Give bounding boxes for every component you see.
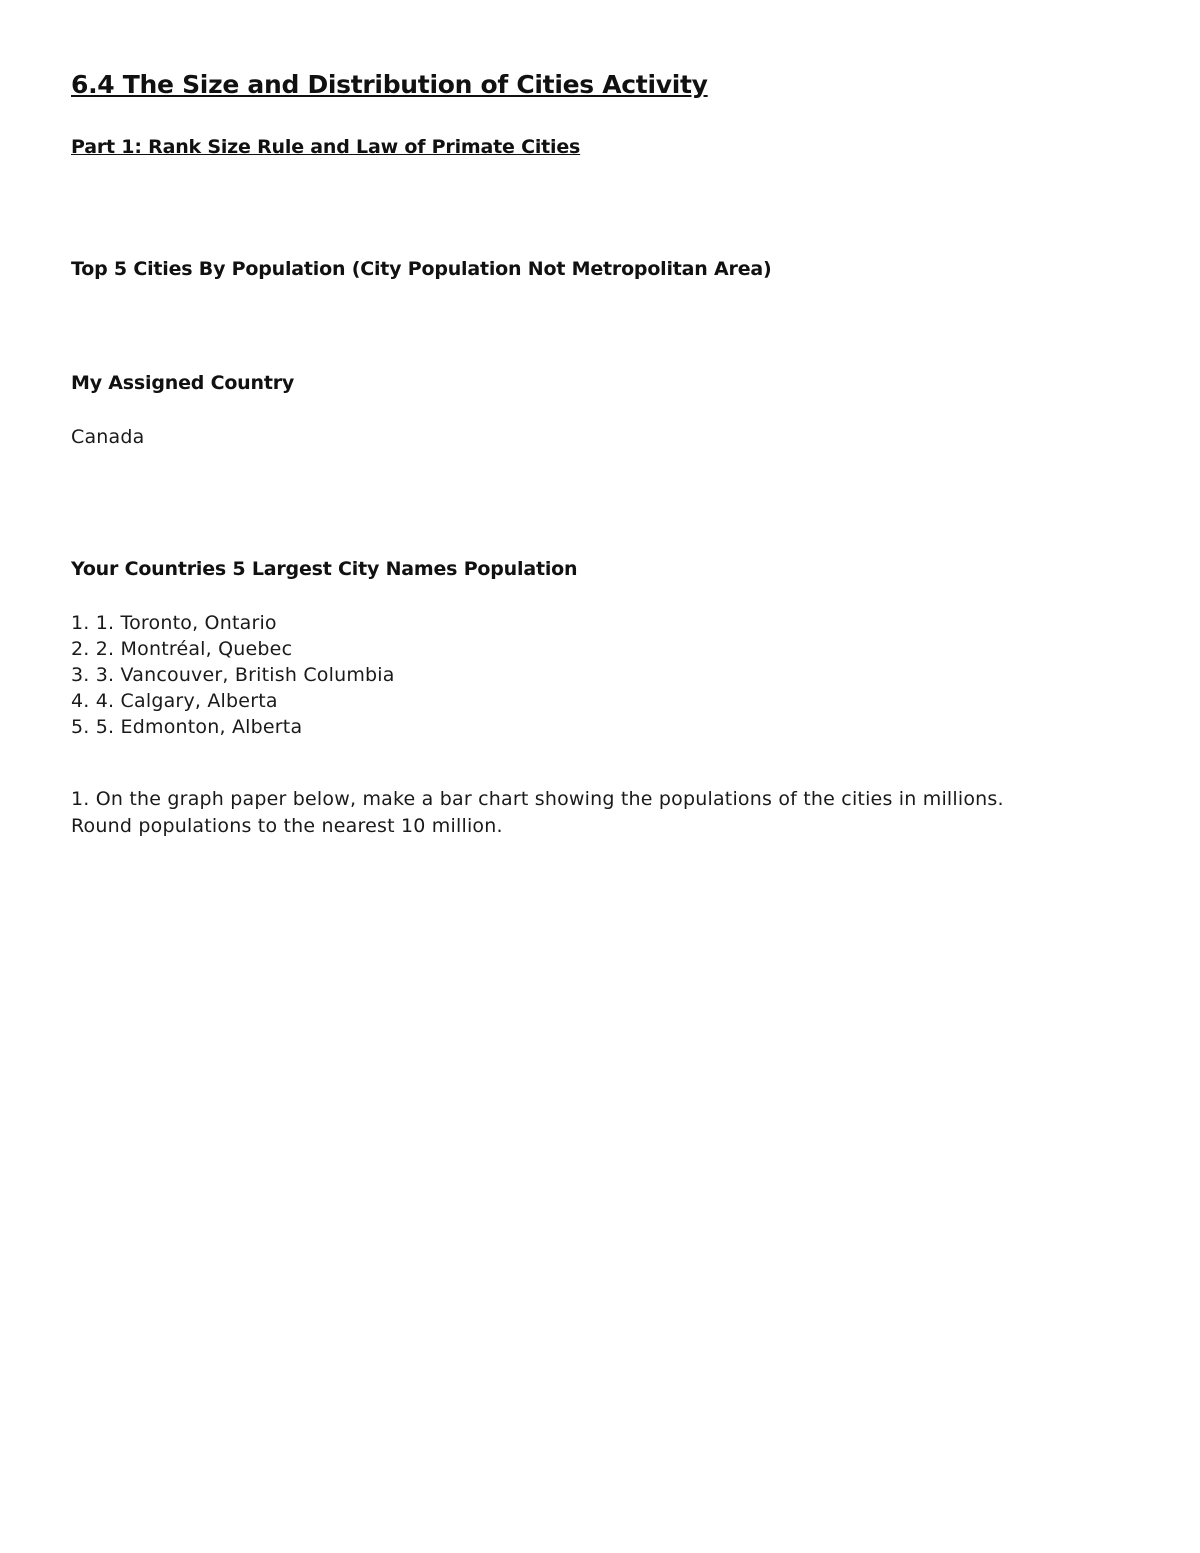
list-item: 3. 3. Vancouver, British Columbia [71, 664, 395, 686]
page-title: 6.4 The Size and Distribution of Cities Activity [71, 70, 708, 99]
instructions [71, 786, 1131, 840]
list-item: 2. 2. Montréal, Quebec [71, 638, 293, 660]
instruction-line-1: 1. On the graph paper below, make a bar chart showing the populations of the cities in millions. [71, 788, 1004, 810]
instruction-line-2: Round populations to the nearest 10 million. [71, 815, 503, 837]
part-heading: Part 1: Rank Size Rule and Law of Primate Cities [71, 136, 581, 158]
largest-cities-heading: Your Countries 5 Largest City Names Population [71, 558, 578, 580]
list-item: 4. 4. Calgary, Alberta [71, 690, 278, 712]
country-value: Canada [71, 426, 145, 448]
city-list [71, 610, 395, 740]
country-heading: My Assigned Country [71, 372, 295, 394]
top5-heading: Top 5 Cities By Population (City Population Not Metropolitan Area) [71, 258, 772, 280]
list-item: 5. 5. Edmonton, Alberta [71, 716, 303, 738]
list-item: 1. 1. Toronto, Ontario [71, 612, 277, 634]
